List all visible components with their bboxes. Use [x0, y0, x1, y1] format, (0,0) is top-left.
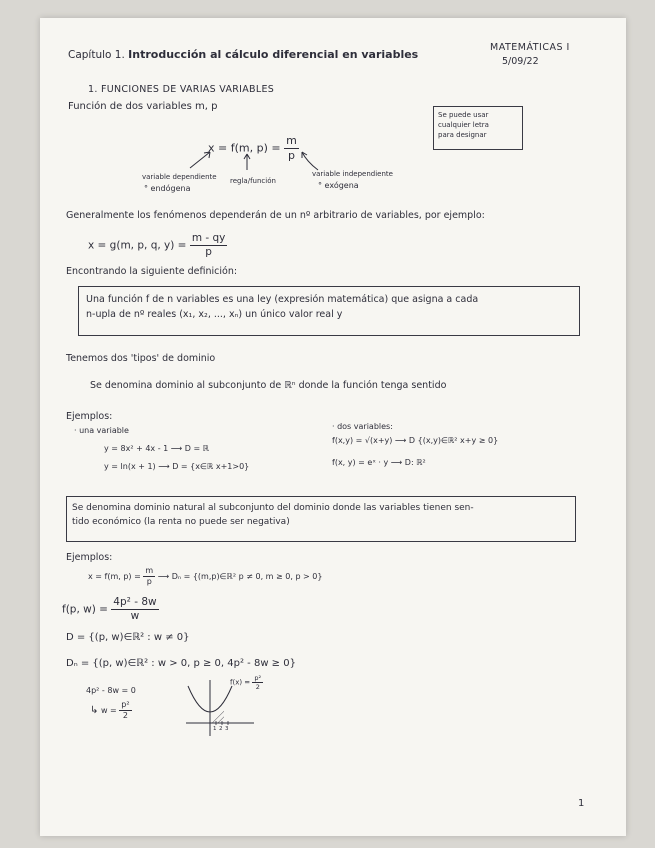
- label-dependent: variable dependiente: [142, 173, 217, 181]
- label-independent: variable independiente: [312, 170, 393, 178]
- fraction-denominator: p: [287, 148, 295, 162]
- label-endogenous: ° endógena: [144, 184, 191, 193]
- fraction-denominator: 2: [255, 683, 260, 692]
- formula-lhs: w =: [100, 706, 117, 715]
- formula-rhs: ⟶ Dₙ = {(m,p)∈ℝ² p ≠ 0, m ≥ 0, p > 0}: [157, 572, 323, 581]
- general-text: Generalmente los fenómenos dependerán de un nº arbitrario de variables, por ejemplo:: [66, 210, 485, 221]
- fraction-numerator: 4p² - 8w: [111, 596, 158, 610]
- definition-intro: Encontrando la siguiente definición:: [66, 266, 238, 277]
- side-note-line: Se puede usar: [438, 111, 489, 119]
- fraction-denominator: 2: [122, 711, 128, 720]
- fraction-numerator: m: [145, 566, 154, 575]
- formula-lhs: x = f(m, p) =: [208, 141, 281, 155]
- page-number: 1: [578, 798, 585, 809]
- domain-types: Tenemos dos 'tipos' de dominio: [66, 353, 216, 364]
- natural-domain-line: tido económico (la renta no puede ser negativa): [72, 516, 290, 527]
- formula-lhs: f(x) =: [230, 678, 251, 687]
- definition-line: Una función f de n variables es una ley (expresión matemática) que asigna a cada: [86, 294, 479, 305]
- fraction-denominator: p: [205, 246, 212, 259]
- formula-lhs: f(p, w) =: [62, 603, 108, 616]
- course-name: MATEMÁTICAS I: [490, 42, 570, 53]
- notebook-page: [40, 18, 626, 836]
- example-logarithm: y = ln(x + 1) ⟶ D = {x∈ℝ x+1>0}: [104, 462, 250, 471]
- definition-line: n-upla de nº reales (x₁, x₂, ..., xₙ) un único valor real y: [86, 308, 343, 320]
- domain-definition: Se denomina dominio al subconjunto de ℝⁿ donde la función tenga sentido: [90, 380, 447, 391]
- fraction-numerator: p²: [121, 700, 130, 709]
- label-rule: regla/función: [230, 177, 276, 185]
- chapter-prefix: Capítulo 1.: [68, 49, 125, 61]
- examples-title: Ejemplos:: [66, 411, 113, 422]
- fraction-denominator: p: [146, 577, 152, 586]
- fraction-numerator: m - qy: [190, 232, 228, 246]
- chapter-title: Introducción al cálculo diferencial en variables: [128, 48, 419, 61]
- graph-tick-label: 1: [213, 726, 217, 732]
- example-exponential: f(x, y) = eˣ · y ⟶ D: ℝ²: [332, 458, 426, 467]
- domain-sketch: [40, 18, 626, 836]
- curved-arrow-icon: ↳: [90, 705, 99, 716]
- equation-1: 4p² - 8w = 0: [86, 686, 136, 695]
- shaded-region: [210, 708, 224, 723]
- label-exogenous: ° exógena: [318, 181, 359, 190]
- example-polynomial: y = 8x² + 4x - 1 ⟶ D = ℝ: [104, 444, 210, 453]
- date: 5/09/22: [502, 56, 539, 67]
- graph-function-label: [230, 674, 263, 691]
- graph-tick-label: 2: [219, 726, 223, 732]
- formula-lhs: x = g(m, p, q, y) =: [88, 239, 187, 252]
- side-note-line: cualquier letra: [438, 121, 489, 130]
- section-subtitle: Función de dos variables m, p: [68, 101, 218, 112]
- example-domain: D = {(p, w)∈ℝ² : w ≠ 0}: [66, 632, 190, 643]
- example-natural-domain: Dₙ = {(p, w)∈ℝ² : w > 0, p ≥ 0, 4p² - 8w ≥ 0}: [66, 658, 296, 669]
- fraction-denominator: w: [130, 610, 140, 623]
- formula-fraction: [252, 674, 263, 691]
- natural-domain-line: Se denomina dominio natural al subconjunto del dominio donde las variables tienen sen-: [72, 503, 474, 513]
- graph-tick-label: 3: [225, 726, 229, 732]
- section-title: 1. FUNCIONES DE VARIAS VARIABLES: [88, 84, 275, 95]
- fraction-numerator: p²: [254, 674, 262, 682]
- one-variable-label: · una variable: [74, 426, 129, 435]
- example-sqrt: f(x,y) = √(x+y) ⟶ D {(x,y)∈ℝ² x+y ≥ 0}: [332, 436, 499, 445]
- formula-lhs: x = f(m, p) =: [88, 572, 141, 581]
- two-variables-label: · dos variables:: [332, 422, 393, 431]
- fraction-numerator: m: [286, 134, 297, 147]
- side-note-line: para designar: [438, 131, 487, 140]
- examples-title-2: Ejemplos:: [66, 552, 113, 563]
